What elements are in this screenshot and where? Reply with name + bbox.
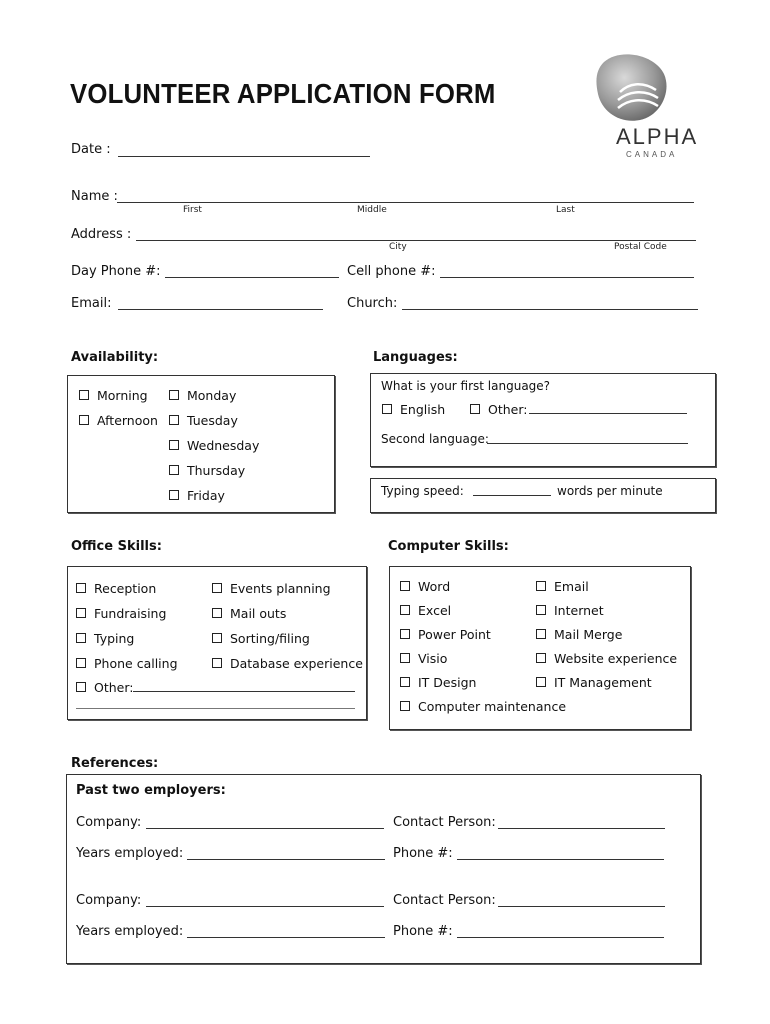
skill-other-field[interactable]	[133, 691, 355, 692]
address-label: Address :	[71, 227, 132, 242]
checkbox-icon[interactable]	[400, 581, 410, 591]
office-skills-heading: Office Skills:	[71, 539, 162, 554]
ref1-company-field[interactable]	[146, 828, 384, 829]
skill-reception[interactable]: Reception	[76, 581, 156, 596]
form-title: VOLUNTEER APPLICATION FORM	[70, 78, 496, 109]
alpha-logo	[588, 52, 708, 162]
date-label: Date :	[71, 142, 111, 157]
availability-morning[interactable]: Morning	[79, 388, 148, 403]
checkbox-icon[interactable]	[169, 440, 179, 450]
checkbox-icon[interactable]	[212, 583, 222, 593]
address-postal-caption: Postal Code	[614, 242, 667, 252]
typing-speed-field[interactable]	[473, 495, 551, 496]
availability-monday[interactable]: Monday	[169, 388, 236, 403]
name-field[interactable]	[117, 202, 694, 203]
checkbox-icon[interactable]	[536, 653, 546, 663]
skill-sorting-filing[interactable]: Sorting/filing	[212, 631, 310, 646]
checkbox-icon[interactable]	[212, 658, 222, 668]
ref1-years-label: Years employed:	[76, 846, 184, 861]
checkbox-icon[interactable]	[400, 653, 410, 663]
ref1-years-field[interactable]	[187, 859, 385, 860]
checkbox-icon[interactable]	[76, 633, 86, 643]
skill-word[interactable]: Word	[400, 579, 450, 594]
checkbox-icon[interactable]	[470, 404, 480, 414]
cell-phone-field[interactable]	[440, 277, 694, 278]
checkbox-icon[interactable]	[169, 465, 179, 475]
skill-website-experience[interactable]: Website experience	[536, 651, 677, 666]
languages-heading: Languages:	[373, 350, 458, 365]
skill-other-field-2[interactable]	[76, 708, 355, 709]
checkbox-icon[interactable]	[212, 633, 222, 643]
name-label: Name :	[71, 189, 118, 204]
checkbox-icon[interactable]	[400, 629, 410, 639]
availability-afternoon[interactable]: Afternoon	[79, 413, 158, 428]
second-language-label: Second language:	[381, 432, 489, 446]
language-other[interactable]: Other:	[470, 402, 527, 417]
skill-mail-outs[interactable]: Mail outs	[212, 606, 286, 621]
availability-tuesday[interactable]: Tuesday	[169, 413, 238, 428]
skill-other[interactable]: Other:	[76, 680, 133, 695]
skill-power-point[interactable]: Power Point	[400, 627, 491, 642]
availability-wednesday[interactable]: Wednesday	[169, 438, 259, 453]
address-field[interactable]	[136, 240, 696, 241]
checkbox-icon[interactable]	[76, 608, 86, 618]
day-phone-label: Day Phone #:	[71, 264, 161, 279]
ref1-phone-field[interactable]	[457, 859, 664, 860]
availability-thursday[interactable]: Thursday	[169, 463, 245, 478]
ref2-phone-label: Phone #:	[393, 924, 453, 939]
checkbox-icon[interactable]	[169, 390, 179, 400]
address-city-caption: City	[389, 242, 407, 252]
references-heading: References:	[71, 756, 159, 771]
ref1-phone-label: Phone #:	[393, 846, 453, 861]
checkbox-icon[interactable]	[76, 583, 86, 593]
ref2-contact-field[interactable]	[498, 906, 665, 907]
alpha-logo-icon	[590, 52, 670, 124]
checkbox-icon[interactable]	[536, 605, 546, 615]
church-field[interactable]	[402, 309, 698, 310]
typing-speed-label: Typing speed:	[381, 484, 464, 498]
checkbox-icon[interactable]	[536, 629, 546, 639]
logo-sub: CANADA	[626, 150, 678, 159]
second-language-field[interactable]	[487, 443, 688, 444]
checkbox-icon[interactable]	[76, 658, 86, 668]
skill-mail-merge[interactable]: Mail Merge	[536, 627, 622, 642]
skill-it-design[interactable]: IT Design	[400, 675, 476, 690]
name-last-caption: Last	[556, 205, 575, 215]
availability-friday[interactable]: Friday	[169, 488, 225, 503]
ref1-company-label: Company:	[76, 815, 142, 830]
checkbox-icon[interactable]	[536, 581, 546, 591]
skill-events-planning[interactable]: Events planning	[212, 581, 331, 596]
skill-visio[interactable]: Visio	[400, 651, 447, 666]
name-first-caption: First	[183, 205, 202, 215]
skill-email[interactable]: Email	[536, 579, 589, 594]
name-middle-caption: Middle	[357, 205, 387, 215]
ref1-contact-field[interactable]	[498, 828, 665, 829]
checkbox-icon[interactable]	[76, 682, 86, 692]
email-field[interactable]	[118, 309, 323, 310]
checkbox-icon[interactable]	[169, 415, 179, 425]
availability-heading: Availability:	[71, 350, 159, 365]
language-other-field[interactable]	[529, 413, 687, 414]
checkbox-icon[interactable]	[79, 415, 89, 425]
checkbox-icon[interactable]	[382, 404, 392, 414]
checkbox-icon[interactable]	[536, 677, 546, 687]
checkbox-icon[interactable]	[212, 608, 222, 618]
checkbox-icon[interactable]	[79, 390, 89, 400]
skill-internet[interactable]: Internet	[536, 603, 604, 618]
date-field[interactable]	[118, 156, 370, 157]
skill-database-experience[interactable]: Database experience	[212, 656, 363, 671]
references-subheading: Past two employers:	[76, 783, 226, 798]
computer-skills-heading: Computer Skills:	[388, 539, 509, 554]
email-label: Email:	[71, 296, 112, 311]
logo-name: ALPHA	[616, 124, 699, 149]
ref2-contact-label: Contact Person:	[393, 893, 496, 908]
skill-computer-maintenance[interactable]: Computer maintenance	[400, 699, 566, 714]
ref2-phone-field[interactable]	[457, 937, 664, 938]
checkbox-icon[interactable]	[400, 677, 410, 687]
skill-typing[interactable]: Typing	[76, 631, 134, 646]
cell-phone-label: Cell phone #:	[347, 264, 436, 279]
first-language-question: What is your first language?	[381, 379, 551, 393]
skill-it-management[interactable]: IT Management	[536, 675, 652, 690]
church-label: Church:	[347, 296, 398, 311]
language-english[interactable]: English	[382, 402, 445, 417]
checkbox-icon[interactable]	[400, 701, 410, 711]
ref2-company-field[interactable]	[146, 906, 384, 907]
checkbox-icon[interactable]	[169, 490, 179, 500]
ref1-contact-label: Contact Person:	[393, 815, 496, 830]
ref2-years-field[interactable]	[187, 937, 385, 938]
skill-fundraising[interactable]: Fundraising	[76, 606, 166, 621]
wpm-label: words per minute	[557, 484, 663, 498]
ref2-company-label: Company:	[76, 893, 142, 908]
day-phone-field[interactable]	[165, 277, 339, 278]
checkbox-icon[interactable]	[400, 605, 410, 615]
skill-excel[interactable]: Excel	[400, 603, 451, 618]
ref2-years-label: Years employed:	[76, 924, 184, 939]
skill-phone-calling[interactable]: Phone calling	[76, 656, 178, 671]
